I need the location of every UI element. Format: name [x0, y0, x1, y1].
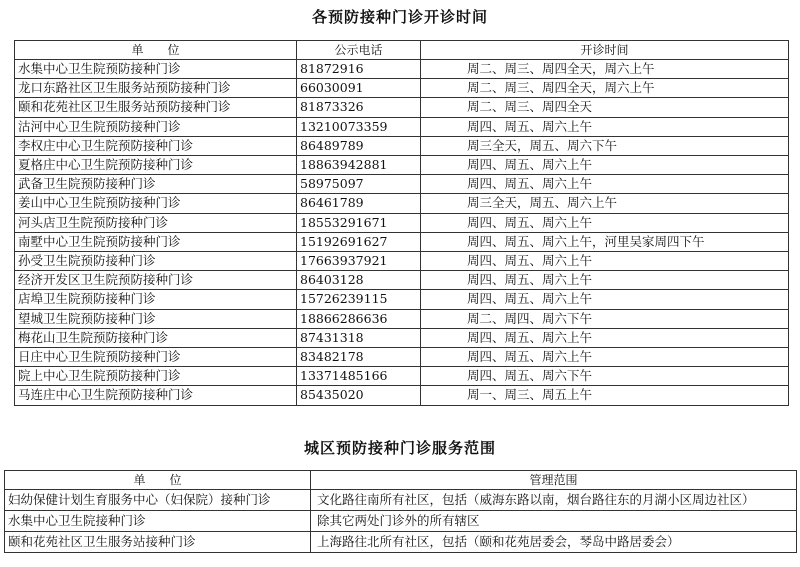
unit-cell: 沽河中心卫生院预防接种门诊 — [15, 117, 297, 136]
hours-cell: 周四、周五、周六下午 — [421, 367, 789, 386]
scope-cell: 除其它两处门诊外的所有辖区 — [311, 511, 797, 532]
table-row — [15, 367, 789, 386]
hours-cell: 周四、周五、周六上午 — [421, 328, 789, 347]
table-row — [5, 532, 797, 553]
unit-cell: 李权庄中心卫生院预防接种门诊 — [15, 136, 297, 155]
phone-cell: 18866286636 — [297, 309, 421, 328]
service-area-title: 城区预防接种门诊服务范围 — [303, 439, 496, 457]
hours-cell: 周三全天，周五、周六上午 — [421, 194, 789, 213]
table-row — [15, 79, 789, 98]
phone-cell: 81873326 — [297, 98, 421, 117]
service-area-header-row — [5, 471, 797, 490]
unit-cell: 龙口东路社区卫生服务站预防接种门诊 — [15, 79, 297, 98]
header-phone: 公示电话 — [297, 41, 421, 60]
hours-cell: 周二、周三、周四全天，周六上午 — [421, 60, 789, 79]
phone-cell: 66030091 — [297, 79, 421, 98]
phone-cell: 86403128 — [297, 271, 421, 290]
table-row — [15, 348, 789, 367]
hours-cell: 周四、周五、周六上午，河里吴家周四下午 — [421, 232, 789, 251]
hours-cell: 周二、周四、周六下午 — [421, 309, 789, 328]
table-row — [15, 328, 789, 347]
table-row — [15, 156, 789, 175]
table-row — [15, 194, 789, 213]
hours-cell: 周二、周三、周四全天，周六上午 — [421, 79, 789, 98]
hours-cell: 周四、周五、周六上午 — [421, 175, 789, 194]
unit-cell: 院上中心卫生院预防接种门诊 — [15, 367, 297, 386]
unit-cell: 望城卫生院预防接种门诊 — [15, 309, 297, 328]
header-scope: 管理范围 — [311, 471, 797, 490]
scope-cell: 上海路往北所有社区，包括（颐和花苑居委会，琴岛中路居委会） — [311, 532, 797, 553]
schedule-table — [14, 40, 789, 406]
phone-cell: 13210073359 — [297, 117, 421, 136]
phone-cell: 85435020 — [297, 386, 421, 405]
phone-cell: 86489789 — [297, 136, 421, 155]
table-row — [15, 213, 789, 232]
table-row — [15, 136, 789, 155]
hours-cell: 周四、周五、周六上午 — [421, 117, 789, 136]
scope-cell: 文化路往南所有社区，包括（威海东路以南，烟台路往东的月湖小区周边社区） — [311, 490, 797, 511]
header-unit: 单 位 — [5, 471, 311, 490]
hours-cell: 周四、周五、周六上午 — [421, 348, 789, 367]
table-row — [5, 490, 797, 511]
unit-cell: 南墅中心卫生院预防接种门诊 — [15, 232, 297, 251]
phone-cell: 15192691627 — [297, 232, 421, 251]
hours-cell: 周四、周五、周六上午 — [421, 271, 789, 290]
table-row — [15, 386, 789, 405]
table-row — [15, 271, 789, 290]
unit-cell: 店埠卫生院预防接种门诊 — [15, 290, 297, 309]
hours-cell: 周四、周五、周六上午 — [421, 252, 789, 271]
phone-cell: 83482178 — [297, 348, 421, 367]
table-row — [15, 175, 789, 194]
unit-cell: 武备卫生院预防接种门诊 — [15, 175, 297, 194]
unit-cell: 姜山中心卫生院预防接种门诊 — [15, 194, 297, 213]
unit-cell: 水集中心卫生院预防接种门诊 — [15, 60, 297, 79]
unit-cell: 河头店卫生院预防接种门诊 — [15, 213, 297, 232]
phone-cell: 87431318 — [297, 328, 421, 347]
unit-cell: 日庄中心卫生院预防接种门诊 — [15, 348, 297, 367]
hours-cell: 周四、周五、周六上午 — [421, 213, 789, 232]
hours-cell: 周二、周三、周四全天 — [421, 98, 789, 117]
header-hours: 开诊时间 — [421, 41, 789, 60]
schedule-header-row — [15, 41, 789, 60]
service-area-table — [4, 470, 797, 553]
unit-cell: 孙受卫生院预防接种门诊 — [15, 252, 297, 271]
phone-cell: 15726239115 — [297, 290, 421, 309]
unit-cell: 梅花山卫生院预防接种门诊 — [15, 328, 297, 347]
schedule-title: 各预防接种门诊开诊时间 — [311, 8, 488, 26]
table-row — [15, 60, 789, 79]
phone-cell: 13371485166 — [297, 367, 421, 386]
unit-cell: 水集中心卫生院接种门诊 — [5, 511, 311, 532]
table-row — [15, 232, 789, 251]
phone-cell: 17663937921 — [297, 252, 421, 271]
hours-cell: 周一、周三、周五上午 — [421, 386, 789, 405]
table-row — [15, 290, 789, 309]
unit-cell: 颐和花苑社区卫生服务站接种门诊 — [5, 532, 311, 553]
table-row — [5, 511, 797, 532]
header-unit: 单 位 — [15, 41, 297, 60]
hours-cell: 周三全天，周五、周六下午 — [421, 136, 789, 155]
table-row — [15, 98, 789, 117]
phone-cell: 86461789 — [297, 194, 421, 213]
table-row — [15, 117, 789, 136]
phone-cell: 18553291671 — [297, 213, 421, 232]
unit-cell: 夏格庄中心卫生院预防接种门诊 — [15, 156, 297, 175]
phone-cell: 81872916 — [297, 60, 421, 79]
table-row — [15, 309, 789, 328]
unit-cell: 经济开发区卫生院预防接种门诊 — [15, 271, 297, 290]
phone-cell: 58975097 — [297, 175, 421, 194]
unit-cell: 马连庄中心卫生院预防接种门诊 — [15, 386, 297, 405]
unit-cell: 颐和花苑社区卫生服务站预防接种门诊 — [15, 98, 297, 117]
table-row — [15, 252, 789, 271]
phone-cell: 18863942881 — [297, 156, 421, 175]
unit-cell: 妇幼保健计划生育服务中心（妇保院）接种门诊 — [5, 490, 311, 511]
hours-cell: 周四、周五、周六上午 — [421, 290, 789, 309]
hours-cell: 周四、周五、周六上午 — [421, 156, 789, 175]
